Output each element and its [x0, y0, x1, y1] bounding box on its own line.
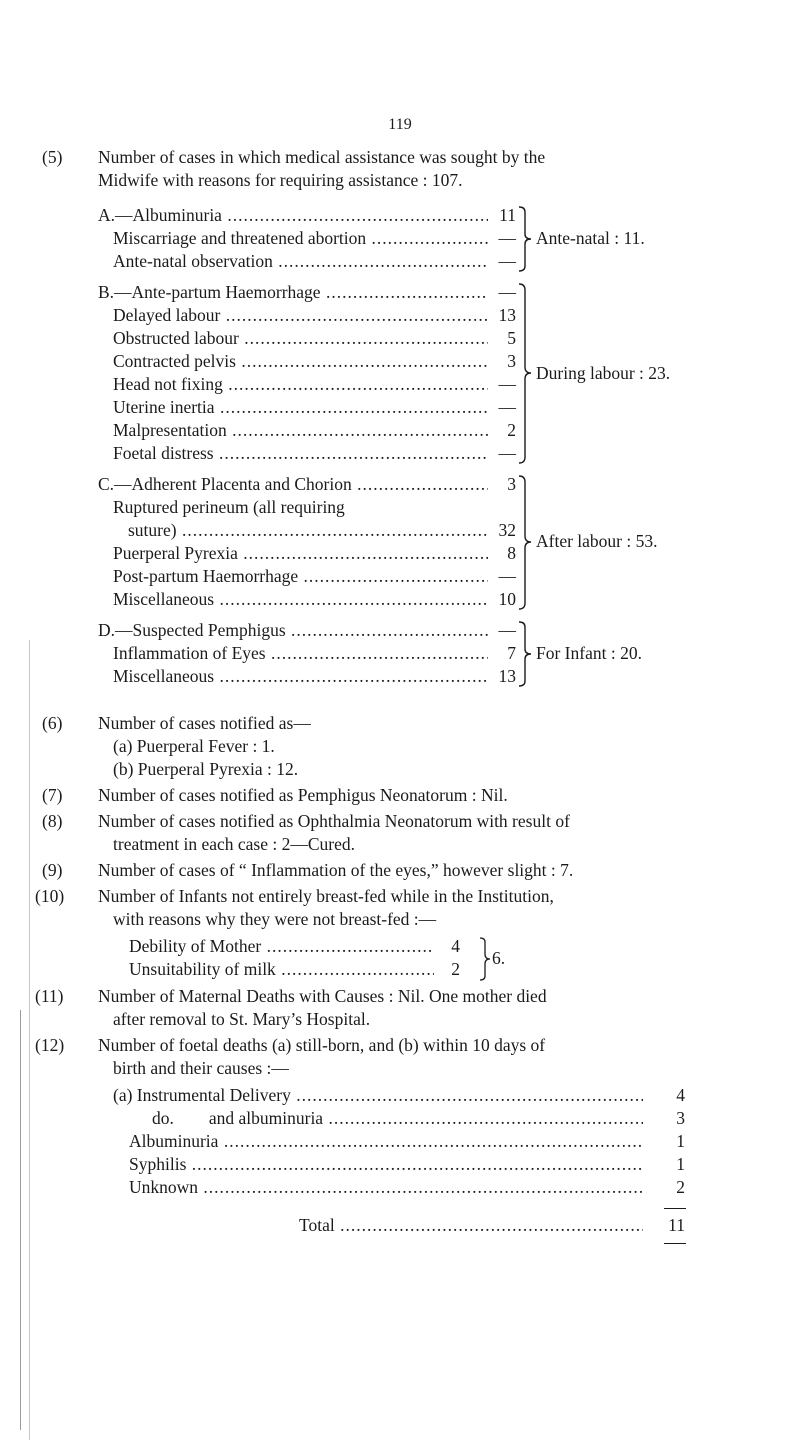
- list-item: [0, 619, 700, 641]
- list-item: (a) Puerperal Fever : 1.: [113, 736, 275, 756]
- item-label: Foetal distress .....: [113, 442, 488, 464]
- total-value: 11: [668, 1215, 685, 1235]
- list-item: [0, 304, 700, 326]
- list-item: [0, 1084, 700, 1106]
- section-text-line: Number of Maternal Deaths with Causes : Nil. One mother died: [98, 986, 547, 1006]
- list-item: [0, 327, 700, 349]
- item-value: 11: [499, 205, 516, 225]
- section-number: (5): [42, 147, 63, 167]
- item-value: 2: [676, 1177, 685, 1197]
- group-summary: Ante-natal : 11.: [536, 228, 645, 248]
- item-label: Ante-natal observation .....: [113, 250, 488, 272]
- item-label: Malpresentation .....: [113, 419, 488, 441]
- item-label: suture) .....: [128, 519, 488, 541]
- item-value: 4: [451, 936, 460, 956]
- group-summary: For Infant : 20.: [536, 643, 642, 663]
- item-label: C.—Adherent Placenta and Chorion .....: [98, 473, 488, 495]
- section-number: (7): [42, 785, 63, 805]
- section-text-line: Midwife with reasons for requiring assistance : 107.: [98, 170, 463, 190]
- item-value: 3: [507, 351, 516, 371]
- item-value: 7: [507, 643, 516, 663]
- list-item: [0, 1153, 700, 1175]
- list-item: [0, 1107, 700, 1129]
- list-item: [0, 419, 700, 441]
- list-item: [0, 565, 700, 587]
- item-label: do. and albuminuria .....: [152, 1107, 643, 1129]
- item-label: Inflammation of Eyes .....: [113, 642, 488, 664]
- section-text-line: treatment in each case : 2—Cured.: [113, 834, 355, 854]
- list-item: [0, 1130, 700, 1152]
- item-label: Miscellaneous .....: [113, 665, 488, 687]
- item-label: Miscellaneous .....: [113, 588, 488, 610]
- section-text-line: after removal to St. Mary’s Hospital.: [113, 1009, 371, 1029]
- section-text-line: Number of cases notified as Pemphigus Neonatorum : Nil.: [98, 785, 508, 805]
- section-text-line: birth and their causes :—: [113, 1058, 289, 1078]
- item-value: —: [498, 282, 516, 302]
- item-value: 10: [498, 589, 516, 609]
- item-value: 32: [498, 520, 516, 540]
- section-number: (10): [35, 886, 65, 906]
- item-value: 1: [676, 1154, 685, 1174]
- item-value: —: [498, 251, 516, 271]
- item-label: (a) Instrumental Delivery .....: [113, 1084, 643, 1106]
- list-item: [0, 496, 700, 518]
- section-text-line: Number of cases notified as—: [98, 713, 311, 733]
- list-item: [0, 1176, 700, 1198]
- item-label: Debility of Mother .....: [129, 935, 434, 957]
- item-label: Contracted pelvis .....: [113, 350, 488, 372]
- right-brace-icon: [517, 206, 533, 272]
- item-label: Obstructed labour .....: [113, 327, 488, 349]
- list-item: [0, 281, 700, 303]
- section-text-line: Number of cases of “ Inflammation of the eyes,” however slight : 7.: [98, 860, 574, 880]
- list-item: [0, 473, 700, 495]
- list-item: [0, 204, 700, 226]
- item-value: 13: [498, 666, 516, 686]
- sum-rule: [664, 1243, 686, 1244]
- item-label: Ruptured perineum (all requiring: [113, 497, 345, 517]
- right-brace-icon: [517, 475, 533, 610]
- item-label: Unsuitability of milk .....: [129, 958, 434, 980]
- item-label: Delayed labour .....: [113, 304, 488, 326]
- section-text-line: Number of cases in which medical assistance was sought by the: [98, 147, 546, 167]
- section-text-line: Number of Infants not entirely breast-fed while in the Institution,: [98, 886, 554, 906]
- item-label: Head not fixing .....: [113, 373, 488, 395]
- item-label: Syphilis .....: [129, 1153, 643, 1175]
- item-label: Unknown .....: [129, 1176, 643, 1198]
- section-text-line: Number of foetal deaths (a) still-born, and (b) within 10 days of: [98, 1035, 546, 1055]
- item-label: D.—Suspected Pemphigus .....: [98, 619, 488, 641]
- section-number: (12): [35, 1035, 65, 1055]
- sum-rule: [664, 1208, 686, 1209]
- scan-margin-line: [29, 640, 30, 1440]
- list-item: [0, 588, 700, 610]
- item-value: 3: [676, 1108, 685, 1128]
- item-value: 4: [676, 1085, 685, 1105]
- list-item: (b) Puerperal Pyrexia : 12.: [113, 759, 299, 779]
- item-label: Uterine inertia .....: [113, 396, 488, 418]
- item-value: 2: [451, 959, 460, 979]
- list-item: [0, 396, 700, 418]
- item-value: —: [498, 397, 516, 417]
- item-value: 1: [676, 1131, 685, 1151]
- list-item: [0, 935, 700, 957]
- section-number: (6): [42, 713, 63, 733]
- item-value: 3: [507, 474, 516, 494]
- item-value: —: [498, 374, 516, 394]
- total-row: [0, 1214, 700, 1236]
- item-value: —: [498, 566, 516, 586]
- right-brace-icon: [517, 283, 533, 464]
- right-brace-icon: [517, 621, 533, 687]
- list-item: [0, 442, 700, 464]
- section-number: (11): [35, 986, 64, 1006]
- list-item: [0, 958, 700, 980]
- item-value: —: [498, 443, 516, 463]
- section-text-line: Number of cases notified as Ophthalmia Neonatorum with result of: [98, 811, 570, 831]
- total-label: Total .....: [299, 1214, 643, 1236]
- item-label: Albuminuria .....: [129, 1130, 643, 1152]
- list-item: [0, 250, 700, 272]
- item-value: —: [498, 228, 516, 248]
- item-label: B.—Ante-partum Haemorrhage .....: [98, 281, 488, 303]
- section-number: (9): [42, 860, 63, 880]
- item-label: Puerperal Pyrexia .....: [113, 542, 488, 564]
- item-value: 13: [498, 305, 516, 325]
- section-text-line: with reasons why they were not breast-fed :—: [113, 909, 437, 929]
- group-summary: 6.: [492, 948, 506, 968]
- item-value: 8: [507, 543, 516, 563]
- group-summary: After labour : 53.: [536, 531, 658, 551]
- group-summary: During labour : 23.: [536, 363, 671, 383]
- section-number: (8): [42, 811, 63, 831]
- page-number: 119: [388, 116, 412, 133]
- item-value: 5: [507, 328, 516, 348]
- item-label: A.—Albuminuria .....: [98, 204, 488, 226]
- item-value: —: [498, 620, 516, 640]
- list-item: [0, 665, 700, 687]
- item-label: Post-partum Haemorrhage .....: [113, 565, 488, 587]
- item-value: 2: [507, 420, 516, 440]
- item-label: Miscarriage and threatened abortion .....: [113, 227, 488, 249]
